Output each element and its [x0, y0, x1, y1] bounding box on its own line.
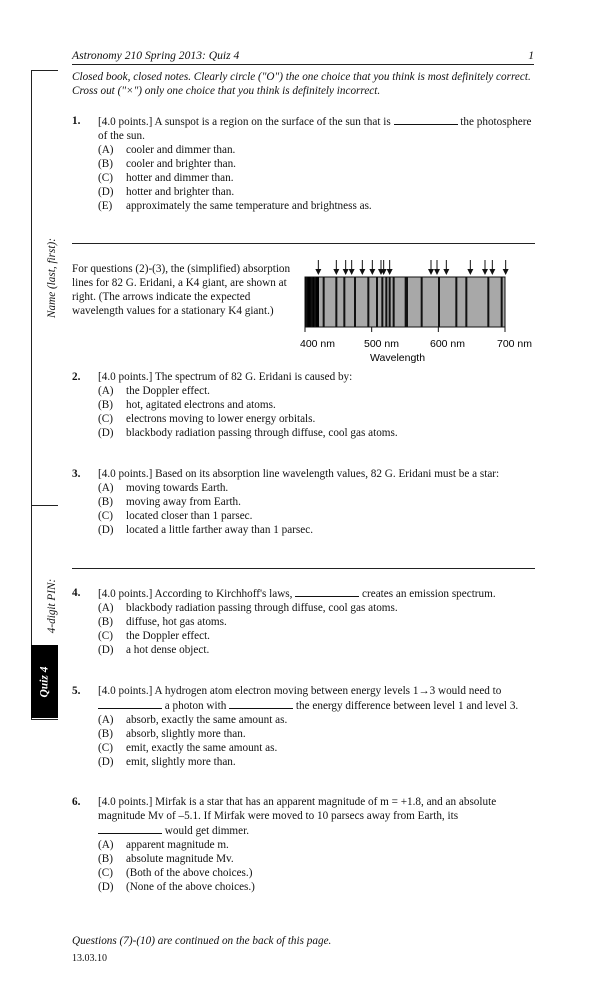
- option-b[interactable]: (B) diffuse, hot gas atoms.: [98, 616, 227, 628]
- absorption-line: [305, 277, 307, 327]
- arrow-icon: [434, 260, 440, 275]
- tick-label-400: 400 nm: [300, 338, 336, 350]
- question-text: [4.0 points.] Based on its absorption line wavelength values, 82 G. Eridani must be a star:: [98, 468, 500, 480]
- absorption-line: [487, 277, 489, 327]
- arrow-icon: [349, 260, 355, 275]
- arrow-icon: [503, 260, 509, 275]
- option-a[interactable]: (A) the Doppler effect.: [98, 385, 210, 397]
- question-text: [4.0 points.] A hydrogen atom electron moving between energy levels 1→3 would need to: [98, 685, 502, 697]
- absorption-line: [438, 277, 440, 327]
- axis-label-wavelength: Wavelength: [370, 352, 426, 364]
- option-a[interactable]: (A) blackbody radiation passing through diffuse, cool gas atoms.: [98, 602, 398, 614]
- question-number: 5.: [72, 685, 81, 697]
- absorption-line: [501, 277, 503, 327]
- absorption-line: [323, 277, 325, 327]
- tick-label-600: 600 nm: [430, 338, 466, 350]
- absorption-line: [421, 277, 423, 327]
- pin-field-label: 4-digit PIN:: [46, 578, 58, 634]
- quiz-label: Quiz 4: [38, 666, 51, 698]
- arrow-icon: [333, 260, 339, 275]
- continued-note: Questions (7)-(10) are continued on the back of this page.: [72, 935, 332, 947]
- question-number: 2.: [72, 371, 81, 383]
- question-1: [72, 114, 542, 213]
- absorption-line: [406, 277, 408, 327]
- page-number: 1: [528, 49, 534, 62]
- option-d[interactable]: (D) hotter and brighter than.: [98, 186, 235, 198]
- question-5: [72, 684, 542, 769]
- arrow-icon: [428, 260, 434, 275]
- question-4: [72, 586, 542, 657]
- option-d[interactable]: (D) a hot dense object.: [98, 644, 210, 656]
- answer-blank: [394, 114, 458, 125]
- question-2: [72, 370, 542, 440]
- option-e[interactable]: (E) approximately the same temperature and brightness as.: [98, 200, 372, 212]
- arrow-icon: [359, 260, 365, 275]
- question-number: 3.: [72, 468, 81, 480]
- arrow-icon: [443, 260, 449, 275]
- quiz-label-box: [31, 645, 58, 718]
- absorption-line: [376, 277, 378, 327]
- question-text: [4.0 points.] Mirfak is a star that has an apparent magnitude of m = +1.8, and an absolute magnitude Mv of –5.1. If Mirfak were moved to 10 parsecs away from Earth, its: [98, 796, 497, 822]
- option-d[interactable]: (D) blackbody radiation passing through diffuse, cool gas atoms.: [98, 427, 398, 439]
- question-3: [72, 467, 542, 537]
- option-b[interactable]: (B) moving away from Earth.: [98, 496, 241, 508]
- option-a[interactable]: (A) absorb, exactly the same amount as.: [98, 714, 288, 726]
- question-text-cont: a photon with the energy difference between level 1 and level 3.: [98, 698, 542, 713]
- question-6: [72, 795, 542, 894]
- question-number: 4.: [72, 587, 81, 599]
- absorption-line: [354, 277, 356, 327]
- absorption-line: [311, 277, 313, 327]
- tick-label-700: 700 nm: [497, 338, 533, 350]
- divider: [72, 568, 535, 569]
- answer-blank: [98, 698, 162, 709]
- footer-code: 13.03.10: [72, 953, 107, 964]
- arrow-icon: [315, 260, 321, 275]
- absorption-line: [465, 277, 467, 327]
- divider: [72, 243, 535, 244]
- arrow-icon: [387, 260, 393, 275]
- absorption-line: [314, 277, 316, 327]
- arrow-icon: [482, 260, 488, 275]
- question-text: [4.0 points.] According to Kirchhoff's laws, creates an emission spectrum.: [98, 588, 496, 600]
- absorption-line: [343, 277, 345, 327]
- option-a[interactable]: (A) cooler and dimmer than.: [98, 144, 236, 156]
- question-text: [4.0 points.] The spectrum of 82 G. Eridani is caused by:: [98, 371, 353, 383]
- option-c[interactable]: (C) hotter and dimmer than.: [98, 172, 234, 184]
- option-b[interactable]: (B) cooler and brighter than.: [98, 158, 236, 170]
- expected-line-arrows: [315, 260, 508, 275]
- spectrum-figure: [292, 252, 542, 368]
- question-number: 1.: [72, 115, 81, 127]
- tick-label-500: 500 nm: [364, 338, 400, 350]
- option-c[interactable]: (C) the Doppler effect.: [98, 630, 210, 642]
- name-field-label: Name (last, first):: [46, 238, 58, 318]
- absorption-line: [381, 277, 383, 327]
- option-b[interactable]: (B) hot, agitated electrons and atoms.: [98, 399, 276, 411]
- answer-blank: [98, 823, 162, 834]
- question-text-cont: would get dimmer.: [98, 823, 542, 838]
- absorption-line: [385, 277, 387, 327]
- question-text: [4.0 points.] A sunspot is a region on the surface of the sun that is the photosphere of the sun.: [98, 116, 532, 142]
- arrow-icon: [467, 260, 473, 275]
- spectrum-intro: For questions (2)-(3), the (simplified) absorption lines for 82 G. Eridani, a K4 giant, are shown at right. (The arrows indicate the expected wavelength values for a stationary K4 giant.): [72, 263, 291, 317]
- option-c[interactable]: (C) emit, exactly the same amount as.: [98, 742, 278, 754]
- option-d[interactable]: (D) emit, slightly more than.: [98, 756, 236, 768]
- absorption-line: [335, 277, 337, 327]
- option-a[interactable]: (A) apparent magnitude m.: [98, 839, 229, 851]
- arrow-icon: [489, 260, 495, 275]
- absorption-line: [455, 277, 457, 327]
- absorption-line: [393, 277, 395, 327]
- option-c[interactable]: (C) located closer than 1 parsec.: [98, 510, 253, 522]
- option-b[interactable]: (B) absolute magnitude Mv.: [98, 853, 234, 865]
- instructions: Closed book, closed notes. Clearly circle ("O") the one choice that you think is most definitely correct. Cross out ("×") only one choice that you think is definitely incorrect.: [72, 71, 531, 97]
- arrow-icon: [343, 260, 349, 275]
- student-info-box: [31, 70, 58, 720]
- option-c[interactable]: (C) (Both of the above choices.): [98, 867, 253, 879]
- question-number: 6.: [72, 796, 81, 808]
- answer-blank: [229, 698, 293, 709]
- answer-blank: [295, 586, 359, 597]
- absorption-line: [389, 277, 391, 327]
- option-d[interactable]: (D) (None of the above choices.): [98, 881, 255, 893]
- option-d[interactable]: (D) located a little farther away than 1 parsec.: [98, 524, 313, 536]
- option-a[interactable]: (A) moving towards Earth.: [98, 482, 229, 494]
- option-c[interactable]: (C) electrons moving to lower energy orbitals.: [98, 413, 316, 425]
- page-header: [72, 49, 534, 65]
- option-b[interactable]: (B) absorb, slightly more than.: [98, 728, 246, 740]
- absorption-line: [367, 277, 369, 327]
- arrow-icon: [369, 260, 375, 275]
- header-title: Astronomy 210 Spring 2013: Quiz 4: [72, 49, 240, 62]
